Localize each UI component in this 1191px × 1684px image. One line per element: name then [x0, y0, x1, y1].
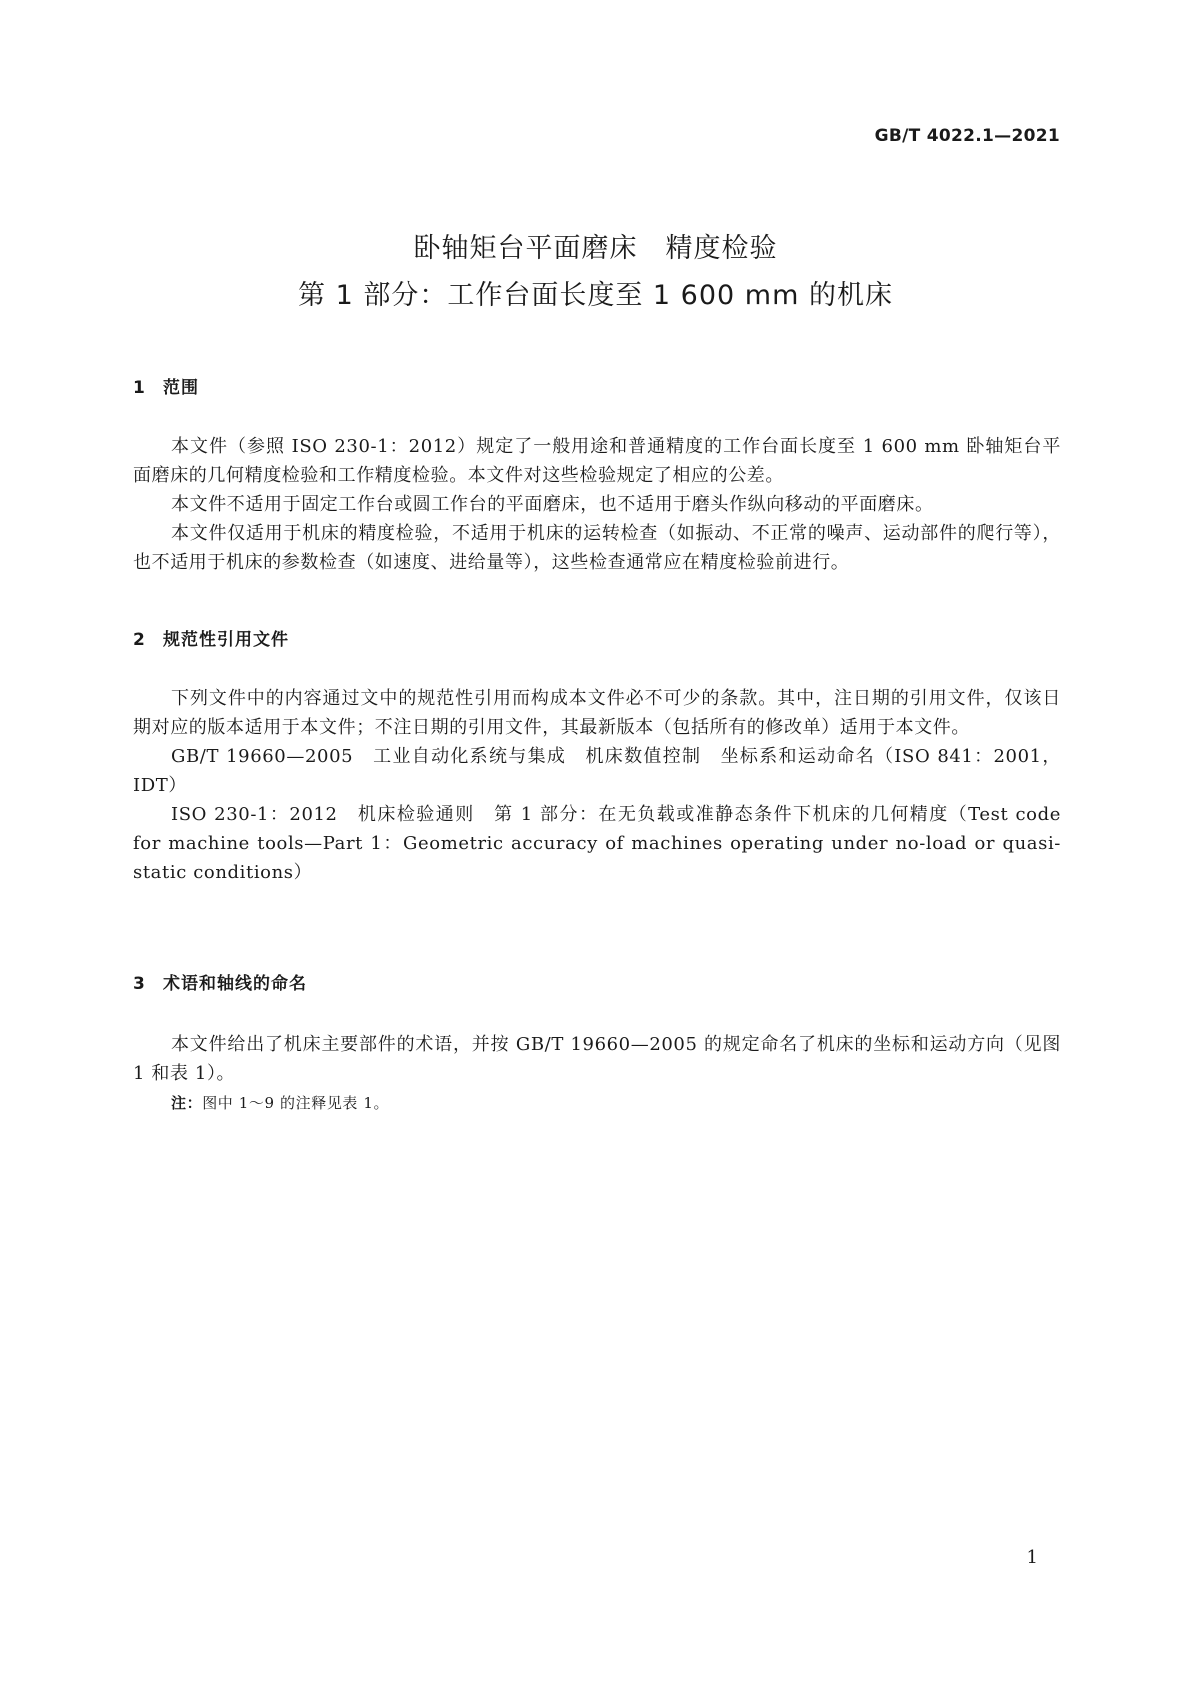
section-3-body	[133, 1030, 1061, 1114]
section-2-number: 2	[133, 630, 146, 650]
reference-gbt-19660: GB/T 19660—2005 工业自动化系统与集成 机床数值控制 坐标系和运动命名（ISO 841：2001，IDT）	[133, 746, 1061, 796]
document-title-line-1: 卧轴矩台平面磨床 精度检验	[413, 233, 778, 264]
section-3-paragraph-1: 本文件给出了机床主要部件的术语，并按 GB/T 19660—2005 的规定命名了机床的坐标和运动方向（见图 1 和表 1）。	[133, 1034, 1061, 1084]
section-1-paragraph-3: 本文件仅适用于机床的精度检验，不适用于机床的运转检查（如振动、不正常的噪声、运动部件的爬行等），也不适用于机床的参数检查（如速度、进给量等），这些检查通常应在精度检验前进行。	[133, 523, 1061, 573]
note-text: 图中 1～9 的注释见表 1。	[202, 1094, 390, 1112]
reference-iso-230-1: ISO 230-1：2012 机床检验通则 第 1 部分：在无负载或准静态条件下机床的几何精度（Test code for machine tools—Part 1：Geometric accuracy of machines operating under no-load or quasi-static conditions）	[133, 804, 1061, 883]
section-3-heading	[133, 969, 307, 994]
section-3-title: 术语和轴线的命名	[163, 974, 307, 994]
note-label: 注：	[171, 1094, 203, 1112]
section-1-heading	[133, 373, 199, 398]
standard-number: GB/T 4022.1—2021	[874, 126, 1060, 146]
section-2-body	[133, 684, 1061, 887]
section-2-title: 规范性引用文件	[163, 630, 289, 650]
section-1-paragraph-2: 本文件不适用于固定工作台或圆工作台的平面磨床，也不适用于磨头作纵向移动的平面磨床。	[171, 494, 934, 515]
page-number: 1	[1026, 1547, 1038, 1568]
section-2-paragraph-1: 下列文件中的内容通过文中的规范性引用而构成本文件必不可少的条款。其中，注日期的引用文件，仅该日期对应的版本适用于本文件；不注日期的引用文件，其最新版本（包括所有的修改单）适用于本文件。	[133, 688, 1061, 738]
section-3-number: 3	[133, 974, 146, 994]
document-title-line-2: 第 1 部分：工作台面长度至 1 600 mm 的机床	[298, 280, 893, 311]
section-2-heading	[133, 625, 289, 650]
section-1-number: 1	[133, 378, 146, 398]
section-1-body	[133, 432, 1061, 577]
section-1-paragraph-1: 本文件（参照 ISO 230-1：2012）规定了一般用途和普通精度的工作台面长度至 1 600 mm 卧轴矩台平面磨床的几何精度检验和工作精度检验。本文件对这些检验规定了相应的公差。	[133, 436, 1061, 486]
section-3-note	[133, 1092, 1061, 1114]
section-1-title: 范围	[163, 378, 199, 398]
